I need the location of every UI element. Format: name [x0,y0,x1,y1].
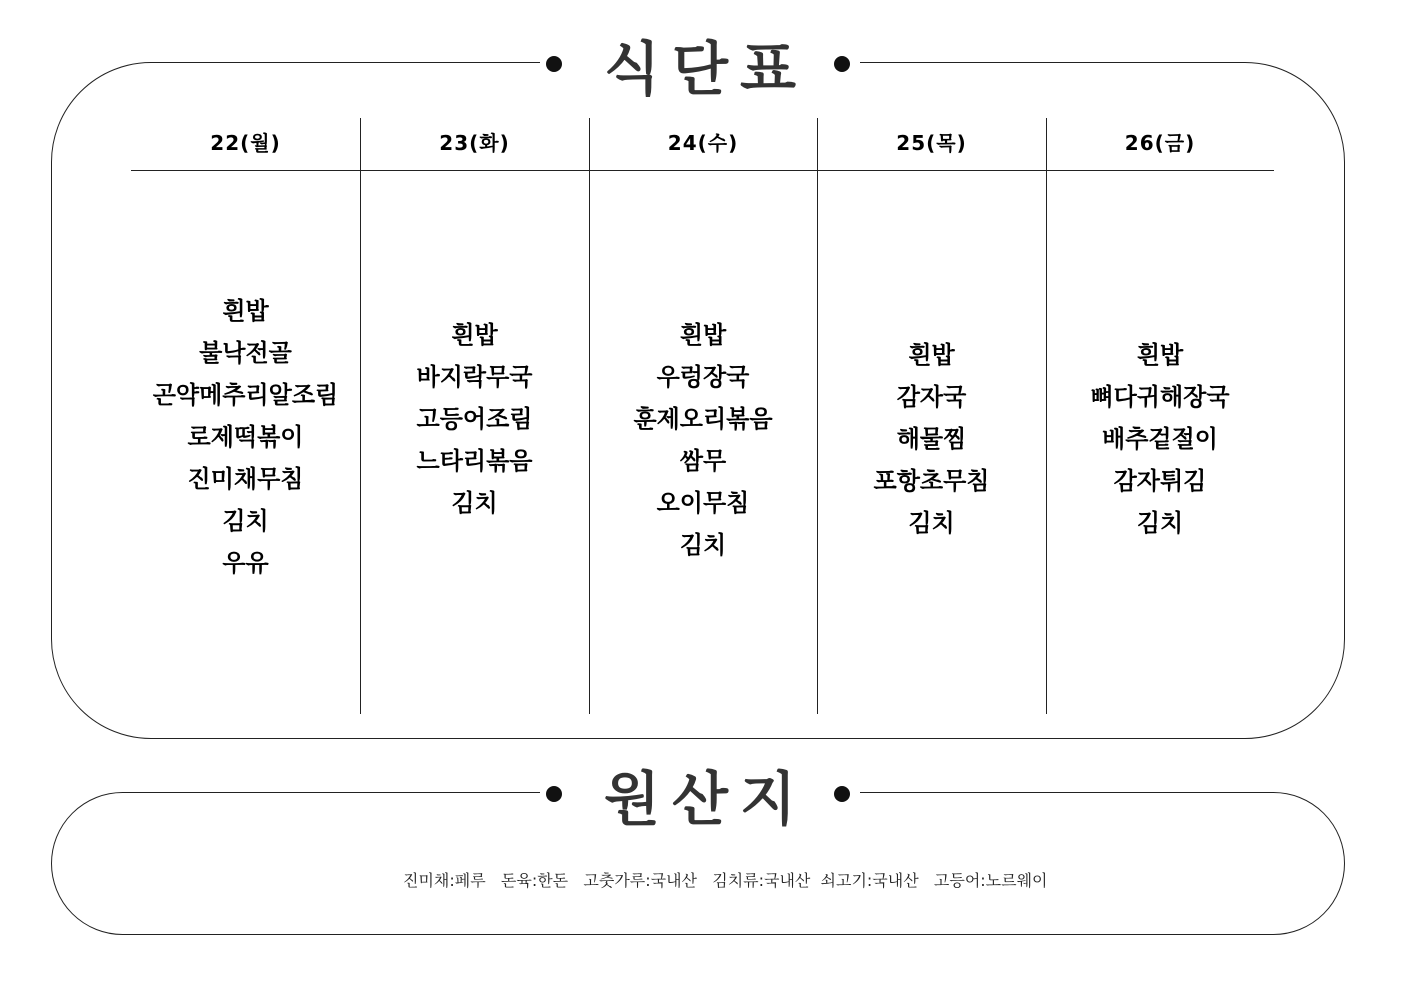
title-dot-right [834,56,850,72]
menu-item: 흰밥 [1136,341,1184,369]
menu-item: 흰밥 [451,321,498,349]
day-column-thu [817,118,1046,714]
menu-title-banner [540,24,860,104]
day-header: 26(금) [1124,130,1196,155]
title-dot-left [546,786,562,802]
day-header: 23(화) [439,130,510,155]
menu-item: 쌈무 [679,447,727,475]
menu-item: 감자튀김 [1113,467,1207,495]
menu-item-list [131,290,360,584]
menu-item-list [817,334,1046,544]
menu-item: 배추겉절이 [1102,425,1218,453]
menu-item-list [589,314,817,566]
menu-item: 훈제오리볶음 [633,405,773,433]
menu-item: 김치 [451,489,498,517]
day-header: 22(월) [210,130,281,155]
menu-item: 바지락무국 [416,363,533,391]
menu-item: 감자국 [896,383,967,411]
menu-item: 우렁장국 [656,363,750,391]
menu-item: 고등어조림 [416,405,533,433]
menu-item: 우유 [222,549,269,577]
menu-item-list [1046,334,1274,544]
menu-item: 해물찜 [896,425,967,453]
title-dot-right [834,786,850,802]
menu-title: 식단표 [603,35,809,103]
origin-title-banner [540,754,860,834]
day-column-fri [1046,118,1274,714]
menu-item: 김치 [679,531,727,559]
origin-title: 원산지 [603,765,809,833]
menu-item: 김치 [222,507,269,535]
day-column-wed [589,118,817,714]
day-column-mon [131,118,360,714]
menu-item: 뼈다귀해장국 [1090,383,1230,411]
menu-table [131,118,1274,714]
menu-item-list [360,314,589,524]
day-header: 24(수) [667,130,739,155]
menu-item: 느타리볶음 [416,447,533,475]
menu-item: 진미채무침 [187,465,304,493]
menu-item: 흰밥 [222,297,269,325]
day-header: 25(목) [896,130,967,155]
day-column-tue [360,118,589,714]
origin-info: 진미채:페루 돈육:한돈 고춧가루:국내산 김치류:국내산 쇠고기:국내산 고등어:노르웨이 [403,871,1048,890]
title-dot-left [546,56,562,72]
menu-item: 김치 [1136,509,1184,537]
menu-item: 포항초무침 [873,467,990,495]
menu-item: 김치 [908,509,955,537]
menu-item: 불낙전골 [199,339,292,367]
menu-item: 흰밥 [679,321,727,349]
menu-item: 흰밥 [908,341,955,369]
menu-item: 곤약메추리알조림 [152,381,339,409]
menu-item: 로제떡볶이 [187,423,304,451]
menu-item: 오이무침 [656,489,750,517]
